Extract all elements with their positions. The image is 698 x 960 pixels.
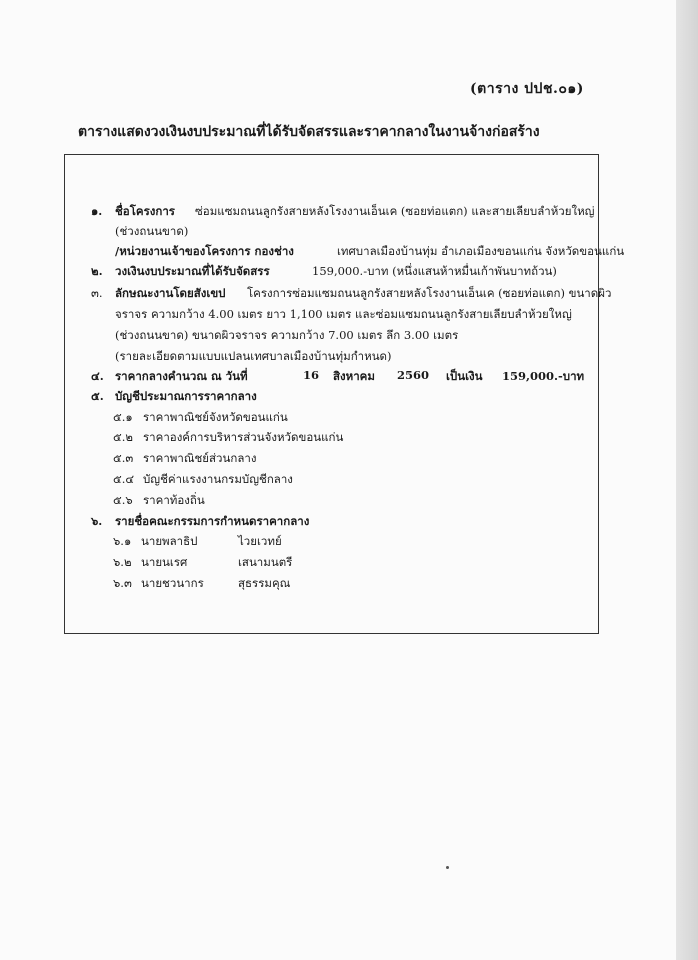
member-number: ๖.๓ bbox=[113, 576, 132, 590]
page-edge-shadow bbox=[676, 0, 698, 960]
item5-label: บัญชีประมาณการราคากลาง bbox=[115, 389, 257, 403]
paper-speck bbox=[446, 866, 449, 869]
item2-value: 159,000.-บาท (หนึ่งแสนห้าหมื่นเก้าพันบาทถ้วน) bbox=[312, 264, 557, 278]
item5-sub-text: ราคาท้องถิ่น bbox=[143, 493, 205, 507]
item1-value-cont: (ช่วงถนนขาด) bbox=[115, 224, 189, 238]
member-last-name: ไวยเวทย์ bbox=[238, 534, 282, 548]
item3-line4: (รายละเอียดตามแบบแปลนเทศบาลเมืองบ้านทุ่มกำหนด) bbox=[115, 349, 392, 363]
item4-label: ราคากลางคำนวณ ณ วันที่ bbox=[115, 369, 248, 383]
item5-sub-number: ๕.๖ bbox=[113, 493, 133, 507]
member-first-name: นายนเรศ bbox=[141, 555, 188, 569]
member-first-name: นายชวนากร bbox=[141, 576, 204, 590]
item3-number: ๓. bbox=[91, 286, 103, 300]
item3-label: ลักษณะงานโดยสังเขป bbox=[115, 286, 226, 300]
item1-agency-value: เทศบาลเมืองบ้านทุ่ม อำเภอเมืองขอนแก่น จังหวัดขอนแก่น bbox=[337, 244, 625, 258]
item5-sub-number: ๕.๓ bbox=[113, 451, 134, 465]
item6-label: รายชื่อคณะกรรมการกำหนดราคากลาง bbox=[115, 514, 310, 528]
table-reference: (ตาราง ปปช.๐๑) bbox=[470, 81, 584, 97]
item6-number: ๖. bbox=[91, 514, 103, 528]
member-number: ๖.๒ bbox=[113, 555, 132, 569]
item1-agency-label: /หน่วยงานเจ้าของโครงการ กองช่าง bbox=[115, 244, 294, 258]
item4-day: 16 bbox=[303, 368, 320, 382]
item4-amount: 159,000.-บาท bbox=[502, 369, 585, 383]
item1-value: ซ่อมแซมถนนลูกรังสายหลังโรงงานเอ็นเค (ซอยท่อแตก) และสายเลียบลำห้วยใหญ่ bbox=[195, 204, 595, 218]
item5-number: ๕. bbox=[91, 389, 104, 403]
member-last-name: เสนามนตรี bbox=[238, 555, 293, 569]
member-number: ๖.๑ bbox=[113, 534, 132, 548]
item5-sub-text: บัญชีค่าแรงงานกรมบัญชีกลาง bbox=[143, 472, 293, 486]
item4-number: ๔. bbox=[91, 369, 104, 383]
item2-number: ๒. bbox=[91, 264, 103, 278]
content-box bbox=[64, 154, 625, 634]
item5-sub-text: ราคาพาณิชย์ส่วนกลาง bbox=[143, 451, 257, 465]
item4-year: 2560 bbox=[397, 368, 430, 382]
item5-sub-number: ๕.๑ bbox=[113, 410, 133, 424]
document-title: ตารางแสดงวงเงินงบประมาณที่ได้รับจัดสรรและราคากลางในงานจ้างก่อสร้าง bbox=[78, 124, 540, 140]
item5-sub-number: ๕.๔ bbox=[113, 472, 135, 486]
member-last-name: สุธรรมคุณ bbox=[238, 576, 291, 590]
item1-label: ชื่อโครงการ bbox=[115, 204, 175, 218]
item3-line1: โครงการซ่อมแซมถนนลูกรังสายหลังโรงงานเอ็นเค (ซอยท่อแตก) ขนาดผิว bbox=[247, 286, 612, 300]
item3-line2: จราจร ความกว้าง 4.00 เมตร ยาว 1,100 เมตร และซ่อมแซมถนนลูกรังสายเลียบลำห้วยใหญ่ bbox=[115, 307, 572, 321]
item1-number: ๑. bbox=[91, 204, 103, 218]
item5-sub-text: ราคาพาณิชย์จังหวัดขอนแก่น bbox=[143, 410, 288, 424]
item3-line3: (ช่วงถนนขาด) ขนาดผิวจราจร ความกว้าง 7.00 เมตร ลึก 3.00 เมตร bbox=[115, 328, 459, 342]
item4-amount-label: เป็นเงิน bbox=[446, 369, 483, 383]
item4-month: สิงหาคม bbox=[333, 369, 375, 383]
member-first-name: นายพลาธิป bbox=[141, 534, 198, 548]
item5-sub-number: ๕.๒ bbox=[113, 430, 133, 444]
item2-label: วงเงินงบประมาณที่ได้รับจัดสรร bbox=[115, 264, 270, 278]
item5-sub-text: ราคาองค์การบริหารส่วนจังหวัดขอนแก่น bbox=[143, 430, 344, 444]
